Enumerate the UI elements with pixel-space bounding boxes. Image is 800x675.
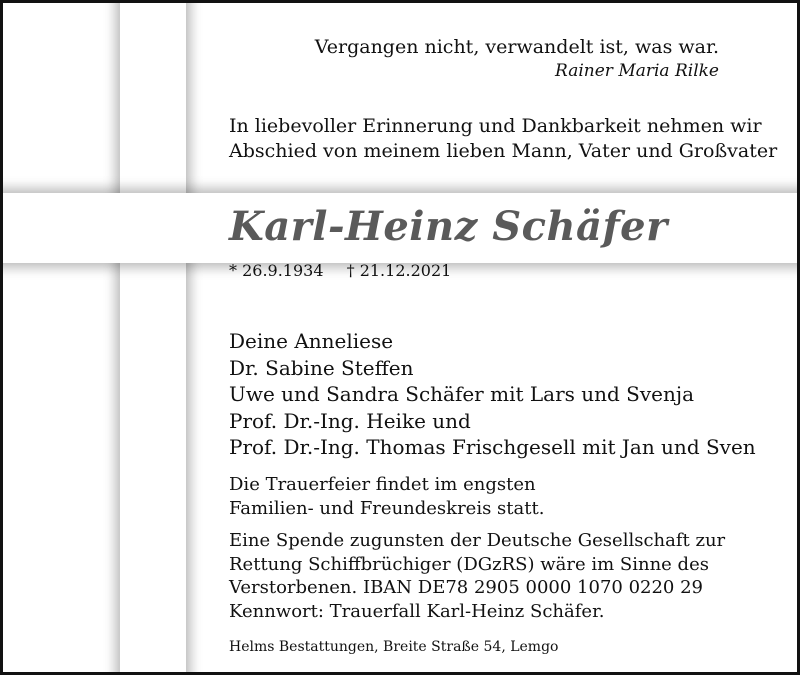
family-member: Deine Anneliese [229, 329, 394, 353]
death-date: † 21.12.2021 [346, 261, 452, 280]
cross-center [120, 193, 186, 263]
intro-line: In liebevoller Erinnerung und Dankbarkeit nehmen wir [229, 115, 762, 137]
family-list [229, 328, 756, 461]
donation-notice [229, 529, 725, 623]
notice-line: Die Trauerfeier findet im engsten [229, 474, 536, 495]
notice-line: Familien- und Freundeskreis statt. [229, 497, 545, 519]
birth-date: * 26.9.1934 [229, 261, 324, 280]
quote-text: Vergangen nicht, verwandelt ist, was war. [314, 36, 719, 58]
donation-line: Eine Spende zugunsten der Deutsche Gesellschaft zur [229, 530, 726, 551]
donation-line: Verstorbenen. IBAN DE78 2905 0000 1070 0220 29 [229, 577, 704, 598]
cross-vertical-beam [120, 0, 186, 675]
family-member: Prof. Dr.-Ing. Thomas Frischgesell mit Jan und Sven [229, 435, 756, 460]
funeral-home-footer: Helms Bestattungen, Breite Straße 54, Lemgo [229, 639, 559, 655]
family-member: Uwe und Sandra Schäfer mit Lars und Svenja [229, 382, 695, 407]
intro-line: Abschied von meinem lieben Mann, Vater und Großvater [229, 140, 778, 162]
intro-text [229, 114, 777, 164]
deceased-name: Karl-Heinz Schäfer [229, 203, 668, 250]
funeral-notice [229, 473, 544, 520]
quote-author: Rainer Maria Rilke [555, 61, 719, 81]
quote-block [315, 35, 719, 83]
life-dates [229, 261, 469, 280]
donation-line: Rettung Schiffbrüchiger (DGzRS) wäre im Sinne des [229, 553, 709, 575]
family-member: Dr. Sabine Steffen [229, 355, 414, 380]
donation-line: Kennwort: Trauerfall Karl-Heinz Schäfer. [229, 600, 605, 622]
family-member: Prof. Dr.-Ing. Heike und [229, 408, 471, 433]
